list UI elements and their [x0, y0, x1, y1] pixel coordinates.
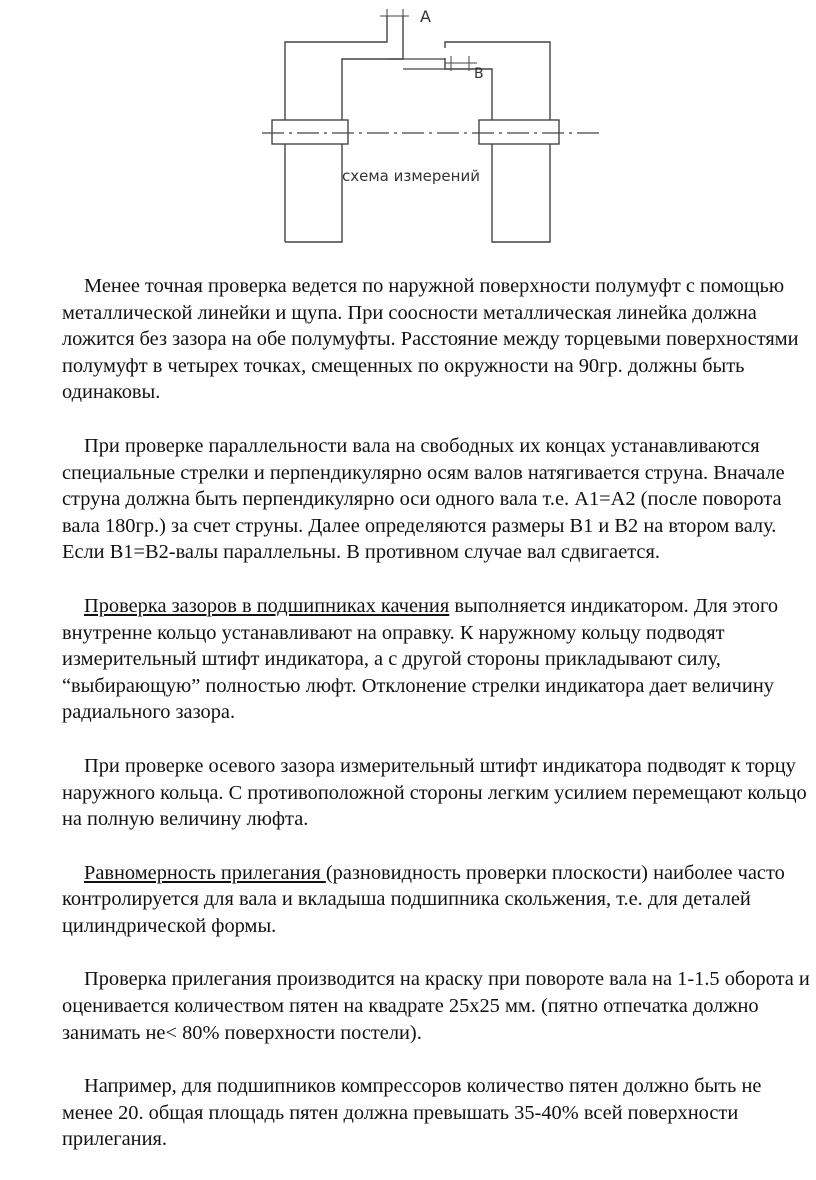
left-coupling-outline	[285, 16, 403, 242]
paragraph-4	[62, 753, 814, 833]
figure-caption: схема измерений	[342, 167, 480, 185]
paragraph-2-text: При проверке параллельности вала на свободных их концах устанавливаются специальные стрелки и перпендикулярно осям валов натягивается струна. Вначале струна должна быть перпендикулярно оси одного вала т.е. А1=А2 (после поворота вала 180гр.) за счет струны. Далее определяются размеры В1 и В2 на втором валу. Если В1=В2-валы параллельны. В противном случае вал сдвигается.	[62, 434, 785, 564]
right-coupling-outline	[445, 42, 550, 242]
paragraph-5-text: (разновидность проверки плоскости) наиболее часто контролируется для вала и вкладыша подшипника скольжения, т.е. для деталей цилиндрической формы.	[62, 861, 785, 937]
paragraph-7	[62, 1073, 814, 1153]
label-a: A	[420, 7, 431, 26]
paragraph-3-text: выполняется индикатором. Для этого внутренне кольцо устанавливают на оправку. К наружному кольцу подводят измерительный штифт индикатора, а с другой стороны прикладывают силу, “выбирающую” полностью люфт. Отклонение стрелки индикатора дает величину радиального зазора.	[62, 594, 779, 724]
paragraph-5	[62, 860, 814, 940]
paragraph-6	[62, 966, 814, 1046]
label-b: B	[474, 66, 484, 82]
left-hub	[272, 120, 348, 144]
paragraph-5-heading: Равномерность прилегания	[84, 861, 326, 884]
paragraph-1	[62, 273, 814, 406]
right-hub	[479, 120, 559, 144]
measurement-scheme-figure	[262, 2, 602, 248]
paragraph-3	[62, 593, 814, 726]
paragraph-6-text: Проверка прилегания производится на краску при повороте вала на 1-1.5 оборота и оценивается количеством пятен на квадрате 25х25 мм. (пятно отпечатка должно занимать не< 80% поверхности постели).	[62, 968, 810, 1044]
paragraph-2	[62, 433, 814, 566]
body-text	[62, 273, 814, 1180]
measurement-scheme-drawing	[262, 2, 602, 248]
paragraph-3-heading: Проверка зазоров в подшипниках качения	[84, 594, 450, 617]
paragraph-4-text: При проверке осевого зазора измерительный штифт индикатора подводят к торцу наружного кольца. С противоположной стороны легким усилием перемещают кольцо на полную величину люфта.	[62, 754, 807, 831]
paragraph-7-text: Например, для подшипников компрессоров количество пятен должно быть не менее 20. общая площадь пятен должна превышать 35-40% всей поверхности прилегания.	[62, 1075, 762, 1151]
marker-a	[380, 9, 409, 24]
paragraph-1-text: Менее точная проверка ведется по наружной поверхности полумуфт с помощью металлической линейки и щупа. При соосности металлическая линейка должна ложится без зазора на обе полумуфты. Расстояние между торцевыми поверхностями полумуфт в четырех точках, смещенных по окружности на 90гр. должны быть одинаковы.	[62, 275, 799, 404]
